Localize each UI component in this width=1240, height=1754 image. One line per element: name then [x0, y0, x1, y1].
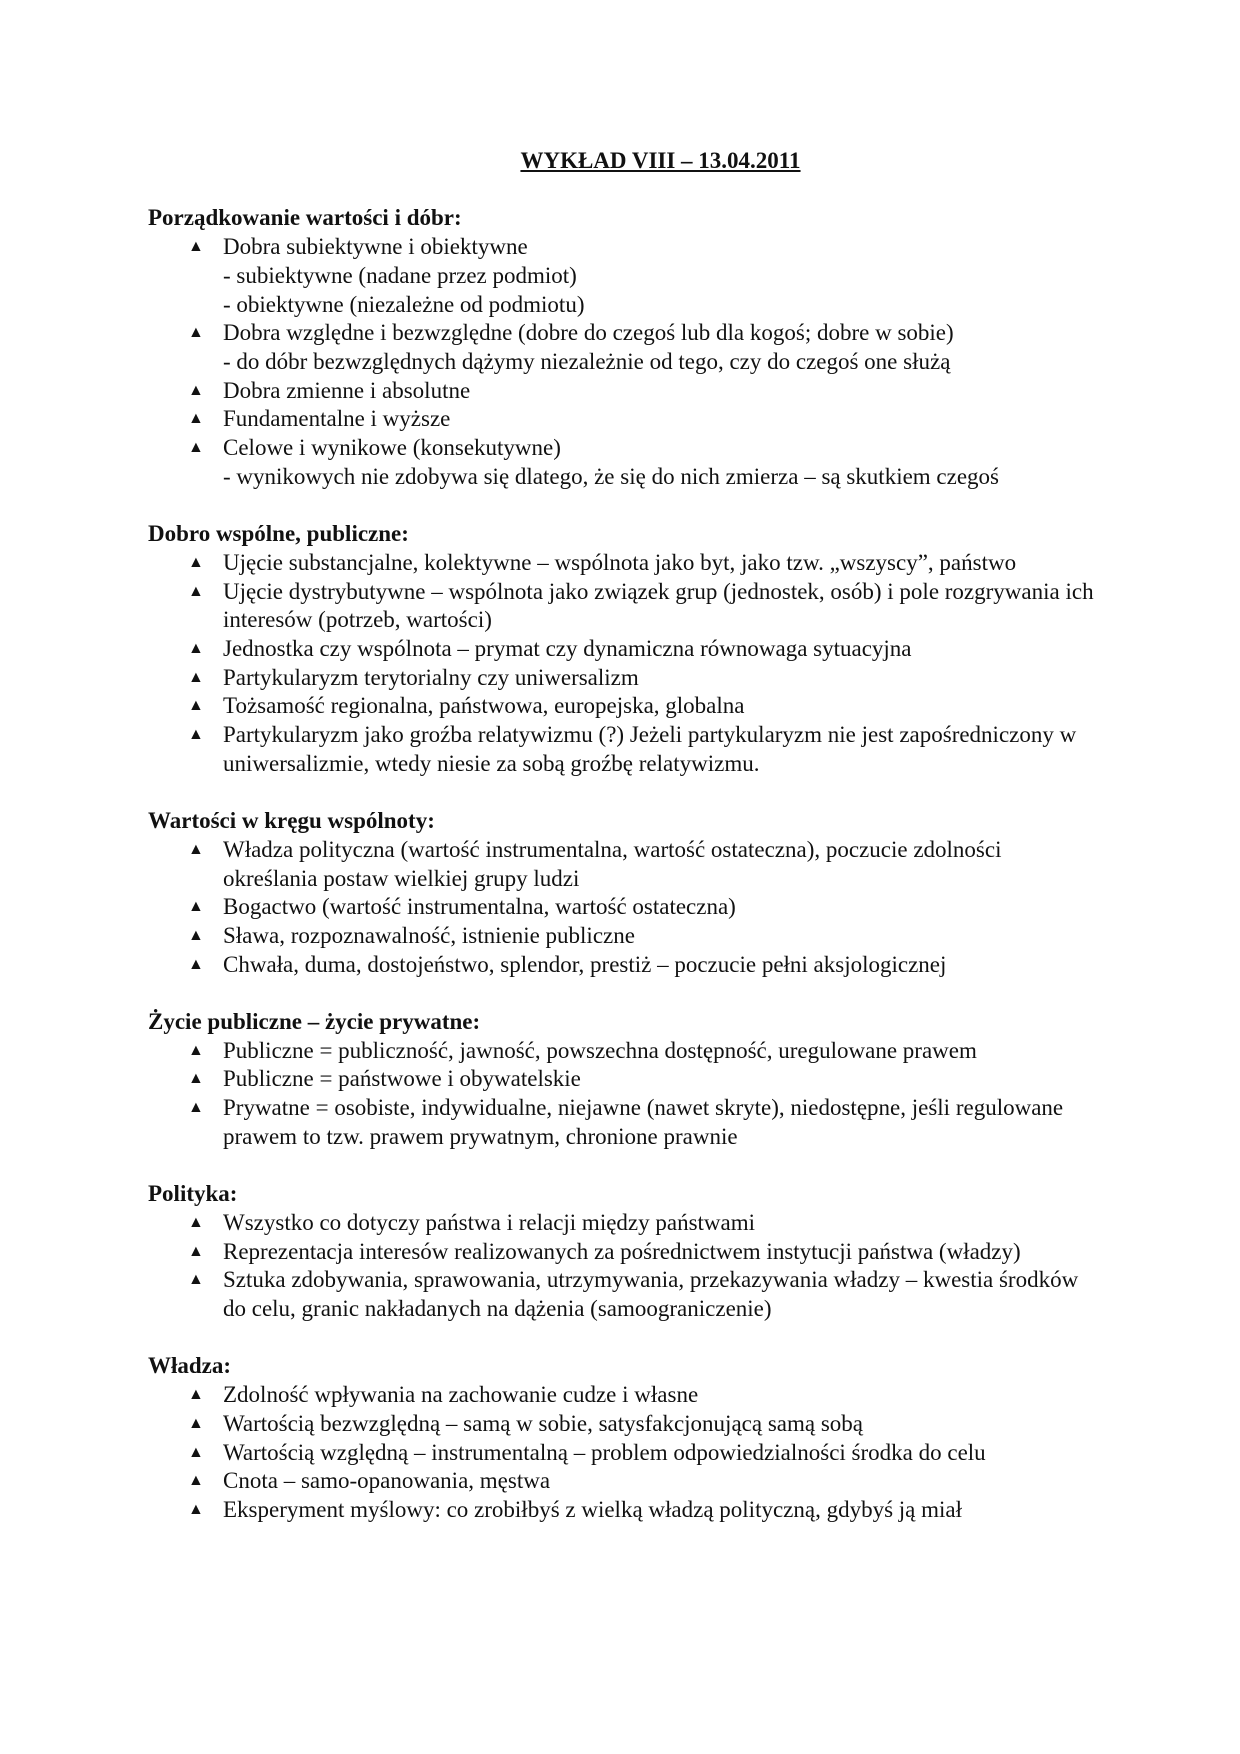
bullet-item — [148, 1238, 1098, 1267]
tri-bullet-icon: ▲ — [188, 324, 204, 342]
bullet-text: Tożsamość regionalna, państwowa, europejska, globalna — [223, 693, 745, 719]
bullet-text: Cnota – samo-opanowania, męstwa — [223, 1468, 551, 1494]
sub-item: - subiektywne (nadane przez podmiot) — [223, 262, 577, 288]
bullet-item — [148, 319, 1098, 348]
tri-bullet-icon: ▲ — [188, 926, 204, 944]
bullet-text: Wartością względną – instrumentalną – problem odpowiedzialności środka do celu — [223, 1439, 986, 1465]
tri-bullet-icon: ▲ — [188, 840, 204, 858]
tri-bullet-icon: ▲ — [188, 410, 204, 428]
tri-bullet-icon: ▲ — [188, 1443, 204, 1461]
bullet-text: Prywatne = osobiste, indywidualne, niejawne (nawet skryte), niedostępne, jeśli regulowane prawem to tzw. prawem prywatnym, chronione prawnie — [223, 1095, 1064, 1149]
document-title: WYKŁAD VIII – 13.04.2011 — [520, 148, 801, 173]
tri-bullet-icon: ▲ — [188, 668, 204, 686]
bullet-text: Celowe i wynikowe (konsekutywne) — [223, 435, 561, 461]
tri-bullet-icon: ▲ — [188, 1386, 204, 1404]
tri-bullet-icon: ▲ — [188, 1213, 204, 1231]
section-heading: Wartości w kręgu wspólnoty: — [148, 808, 435, 834]
bullet-text: Wszystko co dotyczy państwa i relacji między państwami — [223, 1209, 756, 1235]
tri-bullet-icon: ▲ — [188, 381, 204, 399]
bullet-text: Sztuka zdobywania, sprawowania, utrzymywania, przekazywania władzy – kwestia środków do celu, granic nakładanych na dążenia (samoograniczenie) — [223, 1267, 1079, 1322]
bullet-item — [148, 578, 1098, 635]
sections — [148, 176, 1098, 1525]
tri-bullet-icon: ▲ — [188, 1099, 204, 1117]
tri-bullet-icon: ▲ — [188, 1070, 204, 1088]
bullet-item — [148, 836, 1098, 893]
bullet-item — [148, 893, 1098, 922]
tri-bullet-icon: ▲ — [188, 639, 204, 657]
bullet-text: Władza polityczna (wartość instrumentalna, wartość ostateczna), poczucie zdolności określania postaw wielkiej grupy ludzi — [223, 836, 1002, 891]
section — [148, 520, 1098, 778]
tri-bullet-icon: ▲ — [188, 1242, 204, 1260]
sub-item: - do dóbr bezwzględnych dążymy niezależnie od tego, czy do czegoś one służą — [223, 348, 951, 374]
bullet-item — [148, 721, 1098, 778]
bullet-text: Partykularyzm jako groźba relatywizmu (?) Jeżeli partykularyzm nie jest zapośredniczony w uniwersalizmie, wtedy niesie za sobą groźbę relatywizmu. — [223, 722, 1077, 776]
tri-bullet-icon: ▲ — [188, 1500, 204, 1518]
bullet-text: Dobra zmienne i absolutne — [223, 377, 471, 403]
bullet-item — [148, 922, 1098, 951]
bullet-item — [148, 233, 1098, 262]
bullet-item — [148, 1439, 1098, 1468]
sub-item: - obiektywne (niezależne od podmiotu) — [223, 291, 585, 317]
tri-bullet-icon: ▲ — [188, 1472, 204, 1490]
section — [148, 1352, 1098, 1524]
section — [148, 204, 1098, 491]
bullet-text: Publiczne = państwowe i obywatelskie — [223, 1066, 581, 1092]
bullet-item — [148, 1094, 1098, 1151]
tri-bullet-icon: ▲ — [188, 1271, 204, 1289]
bullet-text: Ujęcie substancjalne, kolektywne – wspólnota jako byt, jako tzw. „wszyscy”, państwo — [223, 549, 1017, 575]
bullet-item — [148, 405, 1098, 434]
tri-bullet-icon: ▲ — [188, 238, 204, 256]
tri-bullet-icon: ▲ — [188, 1041, 204, 1059]
bullet-item — [148, 1266, 1098, 1323]
section — [148, 1008, 1098, 1152]
bullet-item — [148, 549, 1098, 578]
tri-bullet-icon: ▲ — [188, 439, 204, 457]
bullet-text: Bogactwo (wartość instrumentalna, wartość ostateczna) — [223, 894, 736, 920]
bullet-text: Partykularyzm terytorialny czy uniwersalizm — [223, 664, 639, 690]
section-heading: Dobro wspólne, publiczne: — [148, 521, 409, 547]
bullet-item — [148, 1496, 1098, 1525]
spacer — [148, 1324, 1098, 1353]
spacer — [148, 1152, 1098, 1181]
section-heading: Porządkowanie wartości i dóbr: — [148, 205, 462, 231]
section-heading: Życie publiczne – życie prywatne: — [148, 1009, 481, 1035]
tri-bullet-icon: ▲ — [188, 582, 204, 600]
bullet-text: Fundamentalne i wyższe — [223, 406, 451, 432]
tri-bullet-icon: ▲ — [188, 898, 204, 916]
bullet-item — [148, 635, 1098, 664]
document-page — [148, 147, 1098, 1525]
bullet-item — [148, 1037, 1098, 1066]
bullet-item — [148, 1209, 1098, 1238]
bullet-text: Publiczne = publiczność, jawność, powszechna dostępność, uregulowane prawem — [223, 1037, 977, 1063]
bullet-text: Jednostka czy wspólnota – prymat czy dynamiczna równowaga sytuacyjna — [223, 635, 912, 661]
sub-item: - wynikowych nie zdobywa się dlatego, że się do nich zmierza – są skutkiem czegoś — [223, 463, 1000, 489]
bullet-text: Reprezentacja interesów realizowanych za pośrednictwem instytucji państwa (władzy) — [223, 1238, 1021, 1264]
section — [148, 1180, 1098, 1324]
bullet-item — [148, 434, 1098, 463]
bullet-text: Wartością bezwzględną – samą w sobie, satysfakcjonującą samą sobą — [223, 1410, 863, 1436]
bullet-text: Zdolność wpływania na zachowanie cudze i własne — [223, 1382, 699, 1408]
section-heading: Polityka: — [148, 1181, 238, 1207]
bullet-item — [148, 692, 1098, 721]
bullet-item — [148, 1410, 1098, 1439]
bullet-item — [148, 1467, 1098, 1496]
bullet-item — [148, 377, 1098, 406]
bullet-item — [148, 1381, 1098, 1410]
tri-bullet-icon: ▲ — [188, 553, 204, 571]
spacer — [148, 491, 1098, 520]
spacer — [148, 979, 1098, 1008]
bullet-text: Eksperyment myślowy: co zrobiłbyś z wielką władzą polityczną, gdybyś ją miał — [223, 1496, 963, 1522]
bullet-item — [148, 951, 1098, 980]
bullet-item — [148, 1065, 1098, 1094]
spacer — [148, 176, 1098, 205]
bullet-text: Ujęcie dystrybutywne – wspólnota jako związek grup (jednostek, osób) i pole rozgrywania ich interesów (potrzeb, wartości) — [223, 578, 1094, 633]
tri-bullet-icon: ▲ — [188, 955, 204, 973]
bullet-text: Sława, rozpoznawalność, istnienie publiczne — [223, 922, 635, 948]
tri-bullet-icon: ▲ — [188, 726, 204, 744]
bullet-text: Dobra subiektywne i obiektywne — [223, 234, 528, 260]
bullet-item — [148, 664, 1098, 693]
bullet-text: Dobra względne i bezwzględne (dobre do czegoś lub dla kogoś; dobre w sobie) — [223, 320, 954, 346]
section — [148, 807, 1098, 979]
tri-bullet-icon: ▲ — [188, 697, 204, 715]
bullet-text: Chwała, duma, dostojeństwo, splendor, prestiż – poczucie pełni aksjologicznej — [223, 951, 947, 977]
spacer — [148, 778, 1098, 807]
tri-bullet-icon: ▲ — [188, 1414, 204, 1432]
section-heading: Władza: — [148, 1353, 232, 1379]
